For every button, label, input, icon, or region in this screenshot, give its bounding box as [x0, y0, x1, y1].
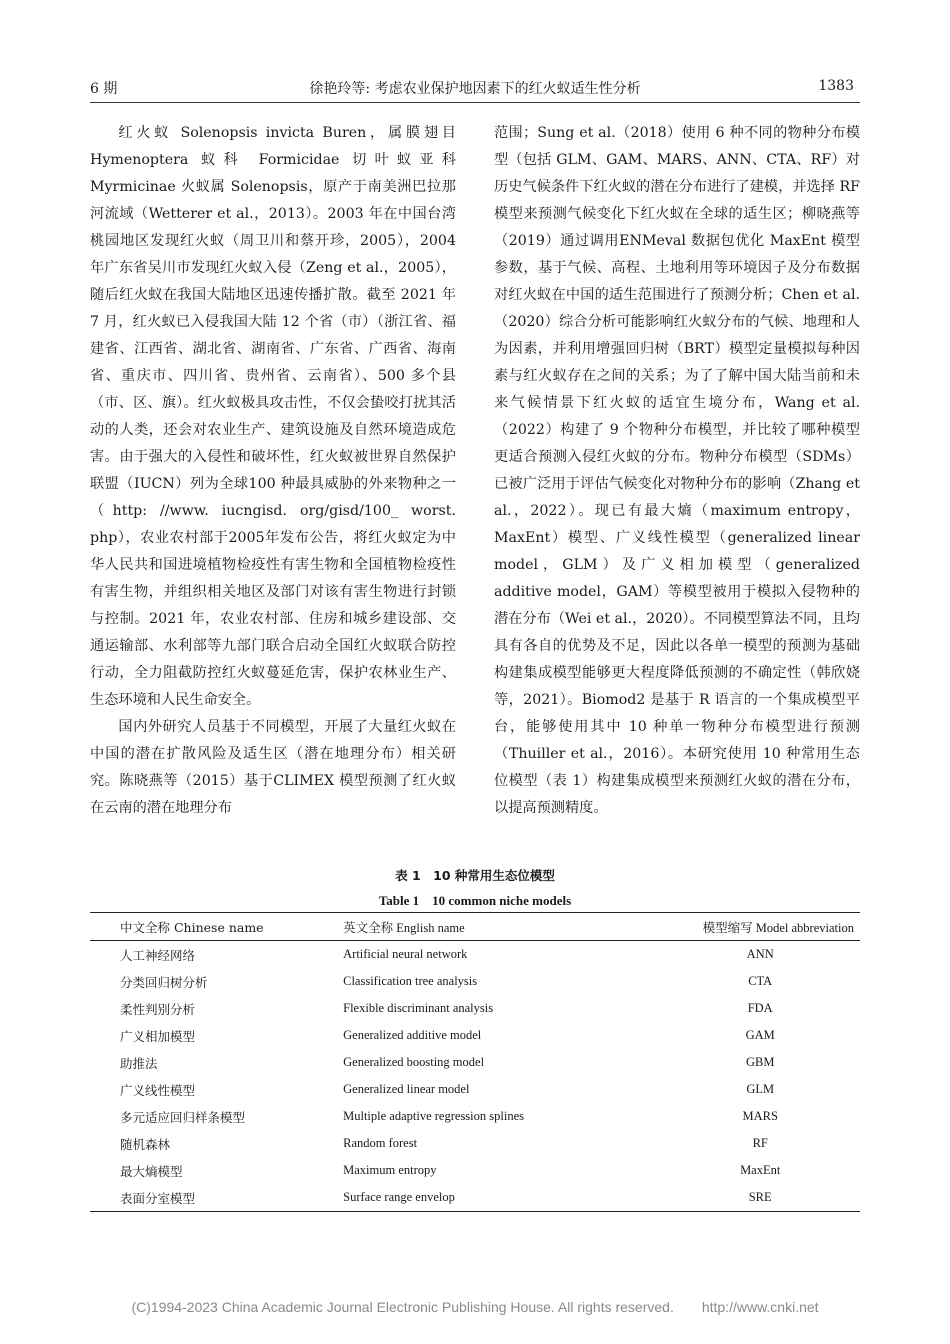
header-abbreviation: 模型缩写 Model abbreviation	[702, 920, 854, 935]
cell-abbreviation: GBM	[745, 1055, 775, 1069]
cell-chinese-name: 分类回归树分析	[120, 974, 208, 990]
table-row	[90, 1184, 860, 1212]
cell-abbreviation: GLM	[746, 1082, 775, 1096]
table-row	[90, 941, 860, 969]
cell-chinese-name: 表面分室模型	[120, 1190, 196, 1206]
cell-abbreviation: FDA	[747, 1001, 773, 1015]
cell-chinese-name: 广义相加模型	[120, 1028, 196, 1044]
header-rule	[90, 102, 860, 103]
cell-english-name: Surface range envelop	[343, 1190, 455, 1204]
paragraph-research-review: 国内外研究人员基于不同模型，开展了大量红火蚁在中国的潜在扩散风险及适生区（潜在地理分布）相关研究。陈晓燕等（2015）基于CLIMEX 模型预测了红火蚁在云南的潜在地理分布	[90, 719, 456, 816]
header-chinese-name: 中文全称 Chinese name	[120, 919, 264, 935]
header-english-name: 英文全称 English name	[343, 920, 465, 935]
running-header	[90, 78, 860, 100]
paragraph-introduction: 红火蚁 Solenopsis invicta Buren，属膜翅目 Hymenoptera 蚁科 Formicidae 切叶蚁亚科 Myrmicinae 火蚁属 Solenopsis，原产于南美洲巴拉那河流域（Wetterer et al.，2013）。2003 年在中国台湾桃园地区发现红火蚁（周卫川和蔡开珍，2005），2004 年广东省吴川市发现红火蚁入侵（Zeng et al.，2005），随后红火蚁在我国大陆地区迅速传播扩散。截至 2021 年 7 月，红火蚁已入侵我国大陆 12 个省（市）（浙江省、福建省、江西省、湖北省、湖南省、广东省、广西省、海南省、重庆市、四川省、贵州省、云南省）、500 多个县（市、区、旗）。红火蚁极具攻击性，不仅会蛰咬打扰其活动的人类，还会对农业生产、建筑设施及自然环境造成危害。由于强大的入侵性和破坏性，红火蚁被世界自然保护联盟（IUCN）列为全球100 种最具威胁的外来物种之一（http: //www. iucngisd. org/gisd/100_ worst. php），农业农村部于2005年发布公告，将红火蚁定为中华人民共和国进境植物检疫性有害生物和全国植物检疫性有害生物，并组织相关地区及部门对该有害生物进行封锁与控制。2021 年，农业农村部、住房和城乡建设部、交通运输部、水利部等九部门联合启动全国红火蚁联合防控行动，全力阻截防控红火蚁蔓延危害，保护农林业生产、生态环境和人民生命安全。	[90, 125, 456, 708]
table-row	[90, 1076, 860, 1103]
cell-chinese-name: 柔性判别分析	[120, 1001, 196, 1017]
table-row	[90, 1049, 860, 1076]
cell-abbreviation: RF	[752, 1136, 768, 1150]
cell-abbreviation: MaxEnt	[740, 1163, 781, 1177]
cell-abbreviation: ANN	[746, 947, 774, 961]
cell-english-name: Random forest	[343, 1136, 418, 1150]
table-row	[90, 968, 860, 995]
cell-english-name: Generalized boosting model	[343, 1055, 485, 1069]
cell-english-name: Flexible discriminant analysis	[343, 1001, 494, 1015]
table-row	[90, 1130, 860, 1157]
paragraph-research-review-continued: 范围；Sung et al.（2018）使用 6 种不同的物种分布模型（包括 GLM、GAM、MARS、ANN、CTA、RF）对历史气候条件下红火蚁的潜在分布进行了建模，并选择 RF 模型来预测气候变化下红火蚁在全球的适生区；柳晓燕等（2019）通过调用ENMeval 数据包优化 MaxEnt 模型参数，基于气候、高程、土地利用等环境因子及分布数据对红火蚁在中国的适生范围进行了预测分析；Chen et al.（2020）综合分析可能影响红火蚁分布的气候、地理和人为因素，并利用增强回归树（BRT）模型定量模拟每种因素与红火蚁存在之间的关系；为了了解中国大陆当前和未来气候情景下红火蚁的适宜生境分布，Wang et al.（2022）构建了 9 个物种分布模型，并比较了哪种模型更适合预测入侵红火蚁的分布。物种分布模型（SDMs）已被广泛用于评估气候变化对物种分布的影响（Zhang et al.，2022）。现已有最大熵（maximum entropy，MaxEnt）模型、广义线性模型（generalized linear model，GLM）及广义相加模型（generalized additive model，GAM）等模型被用于模拟入侵物种的潜在分布（Wei et al.，2020）。不同模型算法不同，且均具有各自的优势及不足，因此以各单一模型的预测为基础构建集成模型能够更大程度降低预测的不确定性（韩欣娆等，2021）。Biomod2 是基于 R 语言的一个集成模型平台，能够使用其中 10 种单一物种分布模型进行预测（Thuiller et al.，2016）。本研究使用 10 种常用生态位模型（表 1）构建集成模型来预测红火蚁的潜在分布，以提高预测精度。	[494, 125, 860, 816]
cell-chinese-name: 随机森林	[120, 1136, 171, 1152]
issue-number: 6 期	[90, 81, 118, 97]
cell-english-name: Classification tree analysis	[343, 974, 478, 988]
cell-abbreviation: CTA	[748, 974, 773, 988]
cell-abbreviation: GAM	[745, 1028, 775, 1042]
left-column	[90, 120, 456, 822]
cell-english-name: Generalized linear model	[343, 1082, 470, 1096]
copyright-footer: (C)1994-2023 China Academic Journal Electronic Publishing House. All rights reserved. http://www.cnki.net	[131, 1299, 819, 1315]
cell-chinese-name: 多元适应回归样条模型	[120, 1109, 246, 1125]
cell-chinese-name: 人工神经网络	[120, 947, 196, 963]
cell-abbreviation: MARS	[742, 1109, 778, 1123]
cell-chinese-name: 最大熵模型	[120, 1163, 183, 1179]
cell-abbreviation: SRE	[748, 1190, 772, 1204]
right-column	[494, 120, 860, 822]
cell-english-name: Generalized additive model	[343, 1028, 482, 1042]
niche-models-table	[90, 912, 860, 1212]
table-header-row	[90, 913, 860, 941]
table-row	[90, 1103, 860, 1130]
cell-chinese-name: 助推法	[120, 1055, 158, 1071]
cell-chinese-name: 广义线性模型	[120, 1082, 196, 1098]
table-row	[90, 1157, 860, 1184]
cell-english-name: Multiple adaptive regression splines	[343, 1109, 524, 1123]
cell-english-name: Artificial neural network	[343, 947, 468, 961]
table-row	[90, 1022, 860, 1049]
table-row	[90, 995, 860, 1022]
table-caption-chinese: 表 1 10 种常用生态位模型	[395, 868, 555, 883]
cell-english-name: Maximum entropy	[343, 1163, 437, 1177]
running-title: 徐艳玲等: 考虑农业保护地因素下的红火蚁适生性分析	[309, 81, 641, 97]
page-number: 1383	[818, 78, 854, 94]
table-caption-english: Table 1 10 common niche models	[378, 893, 572, 908]
